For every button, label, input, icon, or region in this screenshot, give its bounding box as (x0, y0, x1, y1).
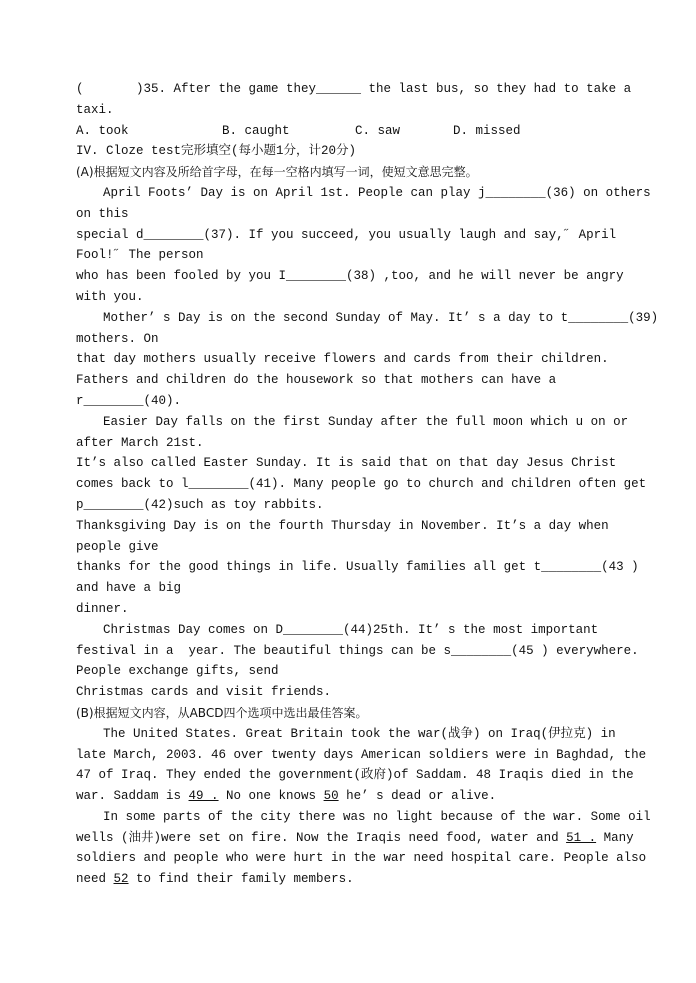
text-segment: need (76, 872, 114, 887)
text-segment: he’ s dead or alive. (338, 789, 497, 804)
passage-a-line: Fool!˝ The person (76, 248, 204, 263)
passage-b-line: late March, 2003. 46 over twenty days American soldiers were in Baghdad, the (76, 747, 647, 762)
passage-b-line: In some parts of the city there was no light because of the war. Some oil (103, 809, 651, 824)
passage-b-line: The United States. Great Britain took the war(战争) on Iraq(伊拉克) in (103, 726, 616, 741)
blank-51: 51 . (566, 830, 597, 845)
blank-50: 50 (323, 789, 339, 804)
q35-stem-cont: taxi. (76, 102, 114, 117)
blank-49: 49 . (188, 789, 219, 804)
passage-a-line: on this (76, 206, 129, 221)
section-title: IV. Cloze test完形填空(每小题1分，计20分) (76, 144, 357, 159)
passage-a-line: Christmas Day comes on D________(44)25th. It’ s the most important (103, 622, 599, 637)
passage-a-line: Easier Day falls on the first Sunday after the full moon which u on or (103, 414, 629, 429)
passage-a-line: after March 21st. (76, 435, 204, 450)
passage-a-line: dinner. (76, 601, 129, 616)
passage-b-line: soldiers and people who were hurt in the war need hospital care. People also (76, 851, 647, 866)
passage-b-line (76, 786, 621, 807)
passage-a-line: r________(40). (76, 393, 182, 408)
passage-b-line (76, 869, 621, 890)
text-segment: Many (596, 830, 634, 845)
passage-a-line: mothers. On (76, 331, 159, 346)
part-a-instruction: (A)根据短文内容及所给首字母，在每一空格内填写一词，使短文意思完整。 (76, 165, 478, 180)
option-a: A. took (76, 123, 129, 138)
text-segment: war. Saddam is (76, 789, 189, 804)
passage-a-line: people give (76, 539, 159, 554)
passage-a-line: comes back to l________(41). Many people go to church and children often get (76, 477, 647, 492)
text-segment: wells (油井)were set on fire. Now the Iraqis need food, water and (76, 830, 567, 845)
passage-a-line: It’s also called Easter Sunday. It is said that on that day Jesus Christ (76, 456, 617, 471)
passage-a-line: and have a big (76, 581, 182, 596)
passage-a-line: People exchange gifts, send (76, 664, 279, 679)
passage-a-line: p________(42)such as toy rabbits. (76, 497, 324, 512)
passage-a-line: who has been fooled by you I________(38) ,too, and he will never be angry (76, 269, 624, 284)
passage-a-line: Christmas cards and visit friends. (76, 685, 332, 700)
passage-a-line: Thanksgiving Day is on the fourth Thursday in November. It’s a day when (76, 518, 609, 533)
option-c: C. saw (355, 123, 401, 138)
option-b: B. caught (222, 123, 290, 138)
text-segment: No one knows (218, 789, 324, 804)
blank-52: 52 (113, 872, 129, 887)
document-page (76, 79, 659, 890)
text-segment: to find their family members. (128, 872, 354, 887)
part-b-instruction: (B)根据短文内容，从ABCD四个选项中选出最佳答案。 (76, 705, 368, 720)
passage-b-line (76, 828, 634, 849)
q35-options (76, 121, 621, 142)
passage-a-line: Mother’ s Day is on the second Sunday of May. It’ s a day to t________(39) (103, 310, 659, 325)
passage-a-line: thanks for the good things in life. Usually families all get t________(43 ) (76, 560, 639, 575)
q35-stem: ( )35. After the game they______ the last bus, so they had to take a (76, 82, 632, 96)
passage-b-line: 47 of Iraq. They ended the government(政府)of Saddam. 48 Iraqis died in the (76, 768, 634, 783)
passage-a-line: that day mothers usually receive flowers and cards from their children. (76, 352, 609, 367)
passage-a-line: festival in a year. The beautiful things can be s________(45 ) everywhere. (76, 643, 639, 658)
passage-a-line: with you. (76, 289, 144, 304)
passage-a-line: April Foots’ Day is on April 1st. People can play j________(36) on others (103, 185, 651, 200)
passage-a-line: special d________(37). If you succeed, you usually laugh and say,˝ April (76, 227, 617, 242)
option-d: D. missed (453, 123, 521, 138)
passage-a-line: Fathers and children do the housework so that mothers can have a (76, 373, 557, 388)
